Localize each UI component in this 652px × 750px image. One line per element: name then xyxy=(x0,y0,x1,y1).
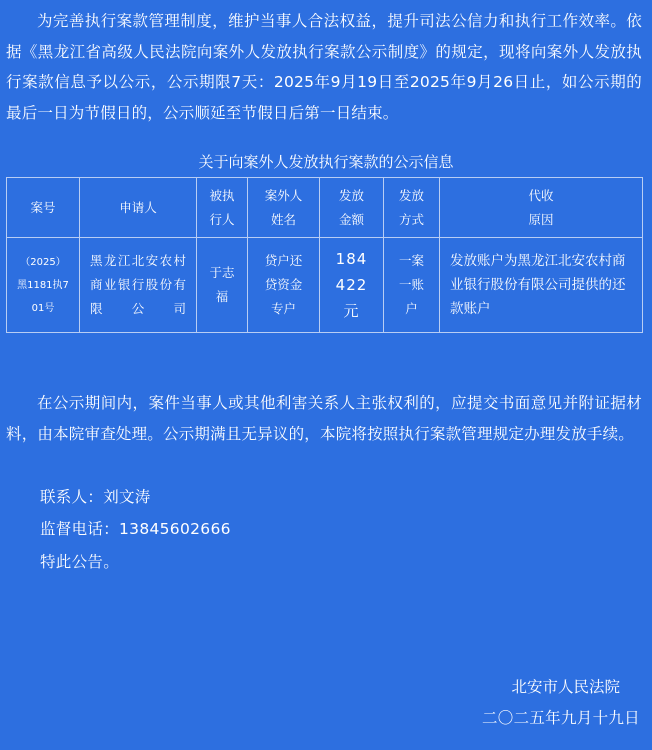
cell-method: 一案 一账 户 xyxy=(384,238,440,333)
header-amount: 发放 金额 xyxy=(320,178,384,238)
table-header-row xyxy=(7,178,643,238)
header-outsider-name: 案外人 姓名 xyxy=(248,178,320,238)
header-method: 发放 方式 xyxy=(384,178,440,238)
cell-applicant: 黑龙江北安农村商业银行股份有限公司 xyxy=(80,238,197,333)
cell-executed-person: 于志 福 xyxy=(197,238,248,333)
signature-court: 北安市人民法院 xyxy=(511,678,620,696)
cell-amount: 184 422 元 xyxy=(320,238,384,333)
cell-reason: 发放账户为黑龙江北安农村商业银行股份有限公司提供的还款账户 xyxy=(440,238,643,333)
closing-line: 特此公告。 xyxy=(40,553,120,571)
cell-case-no: （2025） 黑1181执7 01号 xyxy=(7,238,80,333)
header-applicant: 申请人 xyxy=(80,178,197,238)
signature-date: 二〇二五年九月十九日 xyxy=(481,709,640,727)
notice-table xyxy=(6,177,643,333)
header-executed-person: 被执 行人 xyxy=(197,178,248,238)
contact-line: 联系人：刘文涛 xyxy=(40,488,151,506)
header-reason: 代收 原因 xyxy=(440,178,643,238)
intro-paragraph: 为完善执行案款管理制度，维护当事人合法权益，提升司法公信力和执行工作效率。依据《黑龙江省高级人民法院向案外人发放执行案款公示制度》的规定，现将向案外人发放执行案款信息予以公示，公示期限7天：2025年9月19日至2025年9月26日止，如公示期的最后一日为节假日的，公示顺延至节假日后第一日结束。 xyxy=(6,12,642,122)
table-row xyxy=(7,238,643,333)
header-case-no: 案号 xyxy=(7,178,80,238)
body-paragraph: 在公示期间内，案件当事人或其他利害关系人主张权利的，应提交书面意见并附证据材料，由本院审查处理。公示期满且无异议的，本院将按照执行案款管理规定办理发放手续。 xyxy=(6,394,642,443)
table-title: 关于向案外人发放执行案款的公示信息 xyxy=(198,153,454,171)
phone-line: 监督电话：13845602666 xyxy=(40,520,231,538)
cell-outsider-name: 贷户还 贷资金 专户 xyxy=(248,238,320,333)
